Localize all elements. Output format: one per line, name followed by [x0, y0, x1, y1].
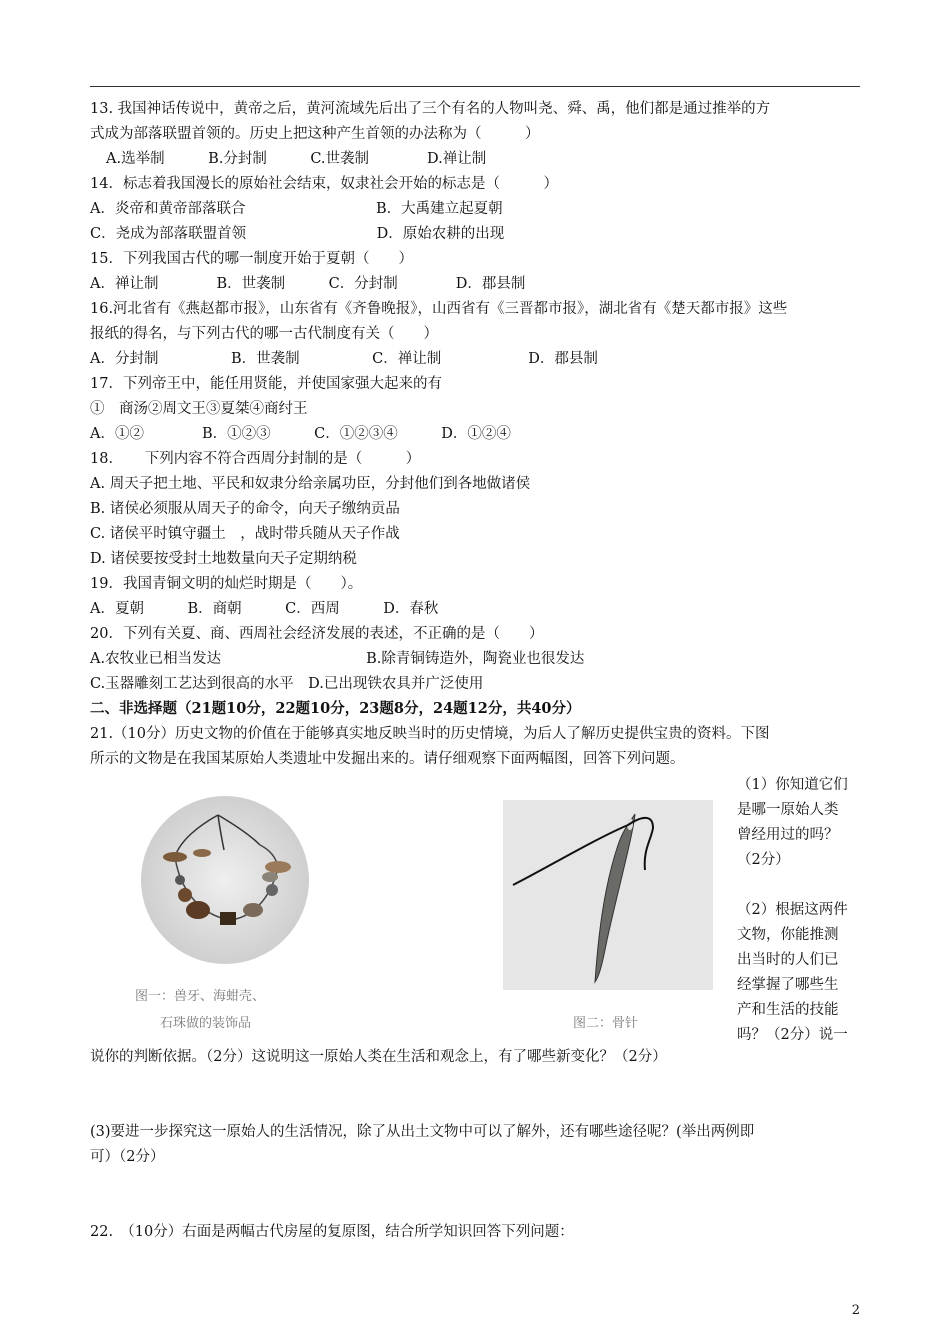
q17-items: ① 商汤②周文王③夏桀④商纣王	[90, 401, 308, 417]
figure-ornament-caption-line1: 图一：兽牙、海蚶壳、	[135, 989, 266, 1004]
q21-side-line7: 文物，你能推测	[737, 927, 839, 943]
q14-options-cd: C．尧成为部落联盟首领 D．原始农耕的出现	[90, 226, 505, 242]
figure-bone-needle-image	[503, 800, 713, 990]
q21-side-line1: （1）你知道它们	[737, 777, 848, 793]
q21-part3-line2: 可）（2分）	[90, 1149, 165, 1165]
q15-options: A．禅让制 B．世袭制 C．分封制 D．郡县制	[90, 276, 526, 292]
q17-stem: 17．下列帝王中，能任用贤能，并使国家强大起来的有	[90, 376, 442, 392]
q18-stem: 18． 下列内容不符合西周分封制的是（ ）	[90, 451, 421, 467]
q18-option-d: D. 诸侯要按受封土地数量向天子定期纳税	[90, 551, 357, 567]
q20-options-ab: A.农牧业已相当发达 B.除青铜铸造外，陶瓷业也很发达	[90, 651, 585, 667]
q18-option-b: B. 诸侯必须服从周天子的命令，向天子缴纳贡品	[90, 501, 400, 517]
q13-line2: 式成为部落联盟首领的。历史上把这种产生首领的办法称为（ ）	[90, 126, 540, 142]
q18-option-c: C. 诸侯平时镇守疆土 ，战时带兵随从天子作战	[90, 526, 400, 542]
figure-ornament-caption-line2: 石珠做的装饰品	[160, 1016, 252, 1031]
q15-stem: 15．下列我国古代的哪一制度开始于夏朝（ ）	[90, 251, 413, 267]
q14-stem: 14．标志着我国漫长的原始社会结束，奴隶社会开始的标志是（ ）	[90, 176, 558, 192]
header-rule	[90, 86, 860, 87]
section-two-heading: 二、非选择题（21题10分，22题10分，23题8分，24题12分，共40分）	[90, 700, 581, 717]
q22-stem: 22. （10分）右面是两幅古代房屋的复原图，结合所学知识回答下列问题：	[90, 1224, 574, 1240]
q21-side-line10: 产和生活的技能	[737, 1002, 839, 1018]
q19-stem: 19．我国青铜文明的灿烂时期是（ ）。	[90, 576, 363, 592]
figure-bone-needle-caption: 图二：骨针	[573, 1016, 639, 1031]
q21-part2-continued: 说你的判断依据。（2分）这说明这一原始人类在生活和观念上，有了哪些新变化？（2分）	[90, 1049, 667, 1065]
figure-ornament-image	[140, 795, 310, 965]
q21-intro-line1: 21.（10分）历史文物的价值在于能够真实地反映当时的历史情境，为后人了解历史提供宝贵的资料。下图	[90, 726, 770, 742]
q20-options-cd: C.玉器雕刻工艺达到很高的水平 D.已出现铁农具并广泛使用	[90, 676, 484, 692]
q21-part3-line1: (3)要进一步探究这一原始人的生活情况，除了从出土文物中可以了解外，还有哪些途径呢？(举出两例即	[90, 1124, 755, 1140]
q21-side-line6: （2）根据这两件	[737, 902, 848, 918]
q18-option-a: A. 周天子把土地、平民和奴隶分给亲属功臣，分封他们到各地做诸侯	[90, 476, 531, 492]
q13-options: A.选举制 B.分封制 C.世袭制 D.禅让制	[106, 151, 487, 167]
q17-options: A．①② B．①②③ C．①②③④ D．①②④	[90, 426, 511, 442]
q21-side-line3: 曾经用过的吗？	[737, 827, 839, 843]
q21-side-line4: （2分）	[737, 852, 790, 868]
q21-intro-line2: 所示的文物是在我国某原始人类遗址中发掘出来的。请仔细观察下面两幅图，回答下列问题。	[90, 751, 685, 767]
q16-line1: 16.河北省有《燕赵都市报》，山东省有《齐鲁晚报》，山西省有《三晋都市报》，湖北省有《楚天都市报》这些	[90, 301, 788, 317]
q16-options: A．分封制 B．世袭制 C．禅让制 D．郡县制	[90, 351, 598, 367]
page-number: 2	[851, 1303, 860, 1318]
q14-options-ab: A．炎帝和黄帝部落联合 B．大禹建立起夏朝	[90, 201, 503, 217]
q21-side-line8: 出当时的人们已	[737, 952, 839, 968]
q21-side-line2: 是哪一原始人类	[737, 802, 839, 818]
q19-options: A．夏朝 B．商朝 C．西周 D．春秋	[90, 601, 439, 617]
q21-side-line9: 经掌握了哪些生	[737, 977, 839, 993]
q13-line1: 13. 我国神话传说中，黄帝之后，黄河流域先后出了三个有名的人物叫尧、舜、禹，他们都是通过推举的方	[90, 101, 771, 117]
q16-line2: 报纸的得名，与下列古代的哪一古代制度有关（ ）	[90, 326, 438, 342]
q20-stem: 20．下列有关夏、商、西周社会经济发展的表述，不正确的是（ ）	[90, 626, 544, 642]
q21-side-line11: 吗？（2分）说一	[737, 1027, 848, 1043]
